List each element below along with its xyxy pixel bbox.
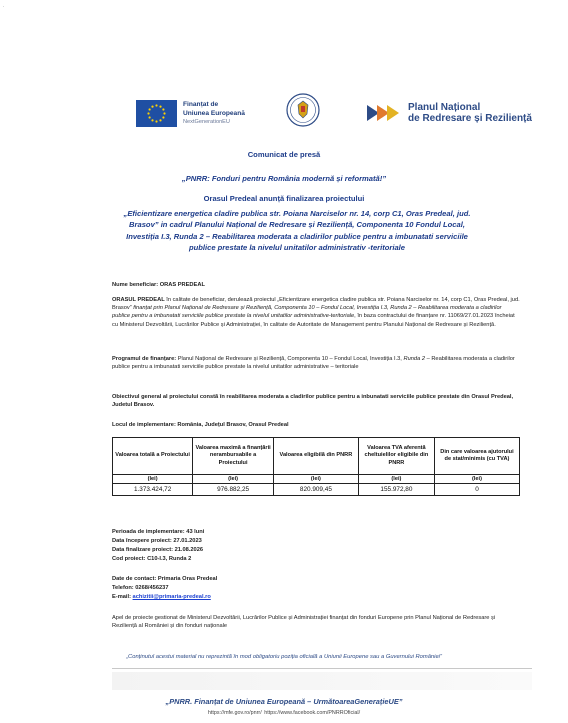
phone-number: Telefon: 0268/456237 [112,585,169,591]
press-release-subtitle: „PNRR: Fonduri pentru România modernă și reformată!” [181,174,387,183]
email-link[interactable]: achizitii@primaria-predeal.ro [132,594,211,600]
contact-details: Date de contact: Primaria Oras Predeal [112,576,218,582]
press-release-title: Comunicat de presă [247,150,321,159]
pnrr-title: Planul Național de Redresare și Reziliență [408,102,532,124]
table-cell: (lei) [434,475,519,484]
start-date: Data începere proiect: 27.01.2023 [112,538,202,544]
table-cell: (lei) [193,475,274,484]
beneficiary-name: Nume beneficiar: ORAS PREDEAL [112,282,205,288]
government-crest-logo [286,93,320,127]
table-cell: 0 [434,484,519,496]
financial-values-table [112,437,520,496]
footer-links[interactable]: https://mfe.gov.ro/pnrr/ https://www.facebook.com/PNRROficial/ [207,710,361,716]
table-header-cell: Valoarea maximă a finanțării nerambursabile a Proiectului [193,438,274,475]
footer-band [112,672,532,690]
disclaimer: „Conținutul acestui material nu reprezintă în mod obligatoriu poziția oficială a Uniunii Europene sau a Guvernului României” [126,654,442,660]
table-cell: (lei) [113,475,193,484]
implementation-location: Locul de implementare: România, Județul Brasov, Orasul Predeal [112,422,289,428]
corner-dot: . [3,3,5,8]
table-cell: (lei) [358,475,434,484]
table-cell: 155.972,80 [358,484,434,496]
general-objective: Obiectivul general al proiectului constă în reabilitarea moderata a cladirilor publice pentru a inbunatati serviciile publice prestate din Orasul Predeal, Judetul Brasov. [112,394,514,409]
table-unit-row [113,475,520,484]
table-header-row [113,438,520,475]
table-header-cell: Valoarea TVA aferentă cheltuielilor eligibile din PNRR [358,438,434,475]
end-date: Data finalizare proiect: 21.08.2026 [112,547,204,553]
table-cell: 976.882,25 [193,484,274,496]
table-cell: (lei) [273,475,358,484]
divider [112,668,532,669]
implementation-period: Perioada de implementare: 43 luni [112,529,205,535]
table-cell: 1.373.424,72 [113,484,193,496]
table-header-cell: Din care valoarea ajutorului de stat/minimis (cu TVA) [434,438,519,475]
table-cell: 820.909,45 [273,484,358,496]
project-title: „Eficientizare energetica cladire publica str. Poiana Narciselor nr. 14, corp C1, Oras Predeal, jud. Brasov” in cadrul Planului Național de Redresare și Reziliență, Componenta 10 Fondul Local, Investiția I.3, Runda 2 – Reabilitarea moderata a cladirilor publice pentru a imbunatati serviciile publice prestate la nivelul unitatilor administrativ -teritoriale [123,209,471,253]
email-line: E-mail: achizitii@primaria-predeal.ro [112,594,211,600]
table-header-cell: Valoarea totală a Proiectului [113,438,193,475]
project-code: Cod proiect: C10-I.3, Runda 2 [112,556,192,562]
managed-by-statement: Apel de proiecte gestionat de Ministerul Dezvoltării, Lucrărilor Publice și Administrației finanțat din fonduri Europene prin Planul Național de Redresare și Reziliență al României și din fonduri naționale [112,615,496,630]
announcement-line: Orasul Predeal anunță finalizarea proiectului [203,194,365,203]
footer-slogan: „PNRR. Finanțat de Uniunea Europeană – UrmătoareaGenerațieUE” [165,697,403,706]
pnrr-arrow-icon [365,103,405,123]
financing-program: Programul de finanțare: Planul Național de Redresare și Reziliență, Componenta 10 – Fondul Local, Investiția I.3, Runda 2 – Reabilitarea moderata a cladirilor publice pentru a imbunatati serviciile publice prestate la nivelul unitatilor administrative – teritoriale [112,356,515,371]
eu-flag-logo [136,100,177,127]
table-header-cell: Valoarea eligibilă din PNRR [273,438,358,475]
eu-funding-text: Finanțat de Uniunea Europeană NextGenerationEU [183,101,245,125]
table-value-row [113,484,520,496]
project-description: ORASUL PREDEAL în calitate de beneficiar, derulează proiectul „Eficientizare energetica cladire publica str. Poiana Narciselor nr. 14, corp C1, Oras Predeal, jud. Brasov” finanțat prin Planul Național de Redresare și Reziliență, Componenta 10 – Fondul Local, Investiția I.3, Runda 2 – Reabilitarea moderata a cladirilor publice pentru a imbunatati serviciile publice prestate la nivelul unitatilor administrative-teritoriale, în baza contractului de finanțare nr. 11069/27.01.2023 încheiat cu Ministerul Dezvoltării, Lucrărilor Publice și Administrației, în calitate de Autoritate de Management pentru Planului Național de Redresare și Reziliență. [112,297,520,328]
